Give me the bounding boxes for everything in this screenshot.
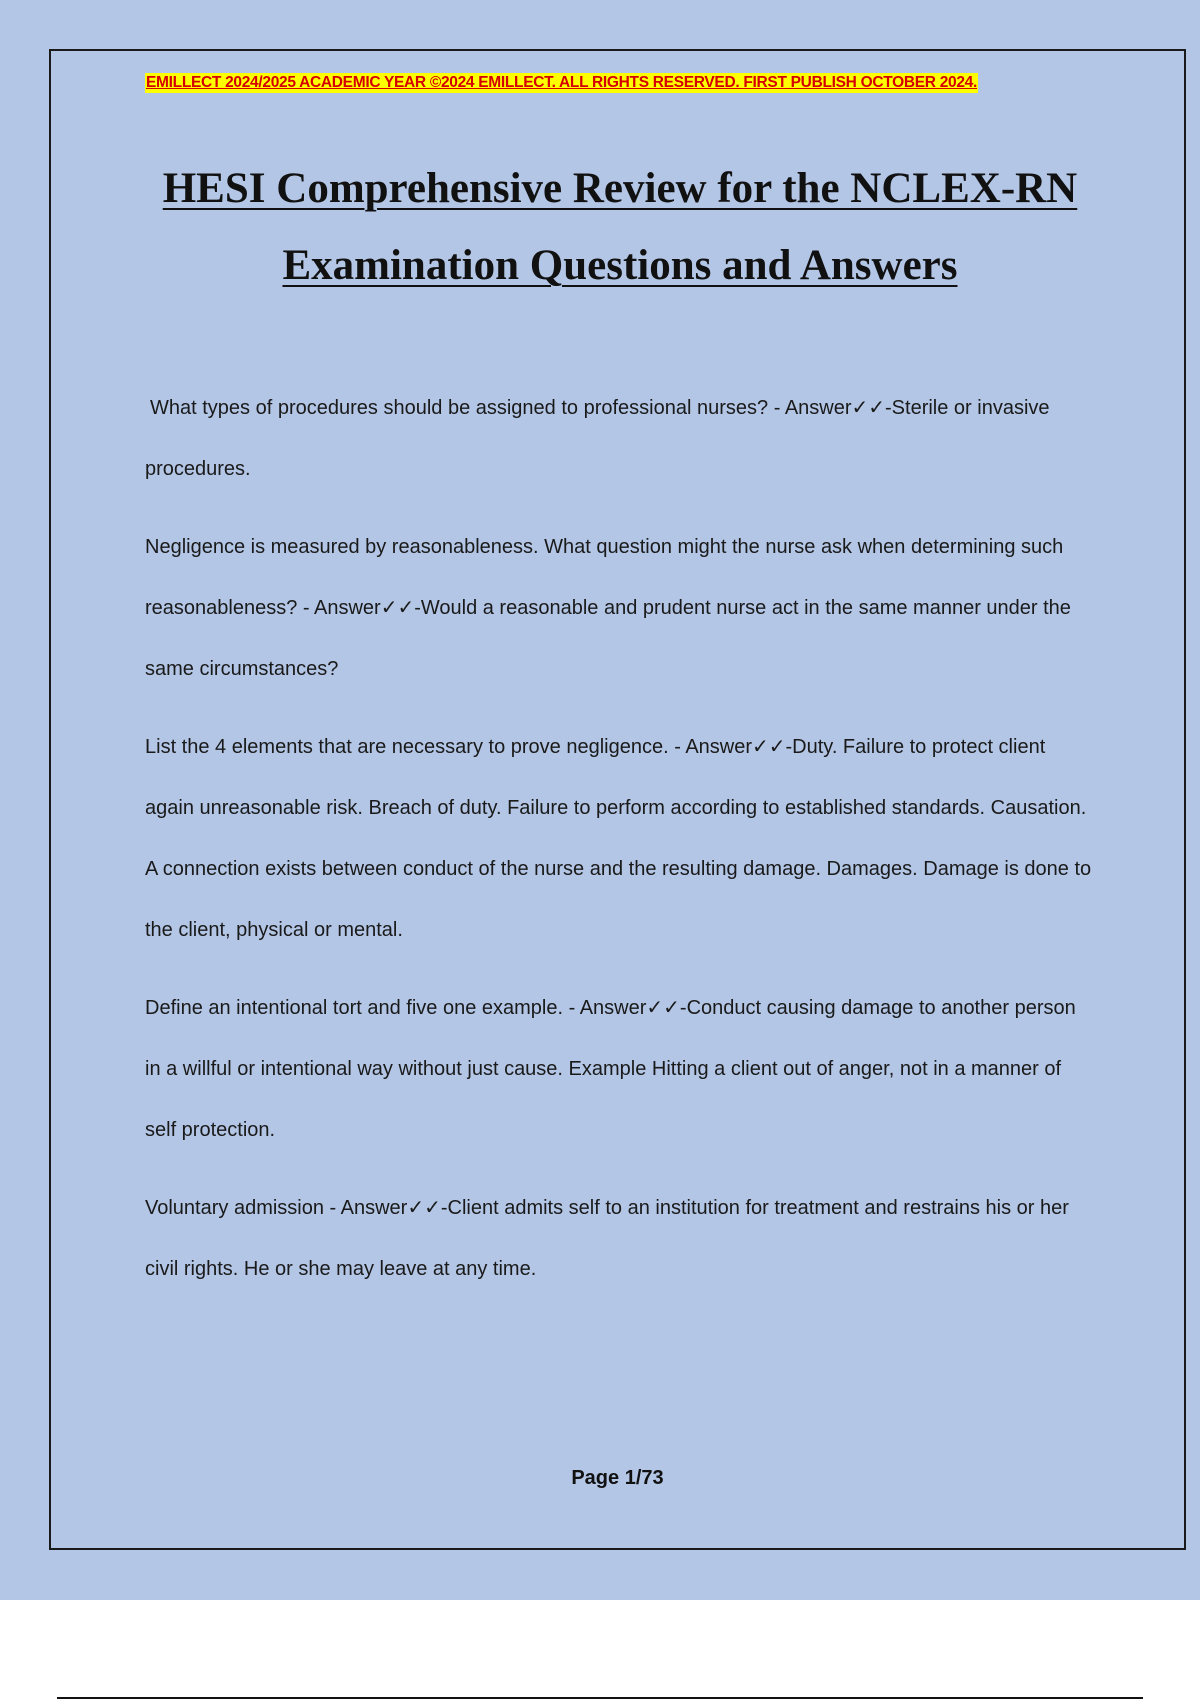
copyright-notice: EMILLECT 2024/2025 ACADEMIC YEAR ©2024 EMILLECT. ALL RIGHTS RESERVED. FIRST PUBLISH OCTOBER 2024. <box>146 74 977 91</box>
qa-item: Negligence is measured by reasonableness. What question might the nurse ask when determining such reasonableness? - Answer✓✓-Would a reasonable and prudent nurse act in the same manner under the same circumstances? <box>145 536 1071 680</box>
qa-item: Voluntary admission - Answer✓✓-Client admits self to an institution for treatment and restrains his or her civil rights. He or she may leave at any time. <box>145 1197 1069 1280</box>
title-line-1: HESI Comprehensive Review for the NCLEX-RN <box>162 165 1078 212</box>
title-line-2: Examination Questions and Answers <box>282 242 958 289</box>
bottom-divider <box>57 1697 1143 1699</box>
qa-item: List the 4 elements that are necessary to prove negligence. - Answer✓✓-Duty. Failure to protect client again unreasonable risk. Breach of duty. Failure to perform according to established standards. Causation. A connection exists between conduct of the nurse and the resulting damage. Damages. Damage is done to the client, physical or mental. <box>145 736 1092 941</box>
document-title <box>130 150 1110 304</box>
page-number: Page 1/73 <box>571 1467 664 1489</box>
qa-item: Define an intentional tort and five one example. - Answer✓✓-Conduct causing damage to another person in a willful or intentional way without just cause. Example Hitting a client out of anger, not in a manner of self protection. <box>145 997 1076 1141</box>
qa-list <box>145 378 1095 1317</box>
qa-item: What types of procedures should be assigned to professional nurses? - Answer✓✓-Sterile or invasive procedures. <box>145 397 1050 480</box>
